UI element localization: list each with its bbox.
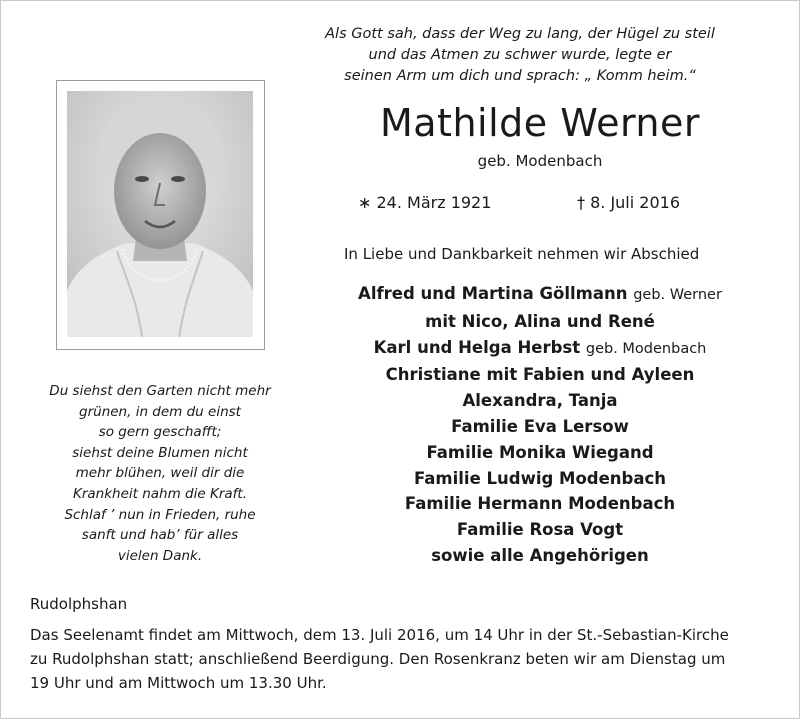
mourner-note: geb. Modenbach — [585, 340, 707, 357]
mourner-line — [320, 466, 760, 492]
mourner-name: sowie alle Angehörigen — [431, 545, 649, 565]
mourner-name: mit Nico, Alina und René — [425, 311, 655, 331]
mourner-line — [320, 491, 760, 517]
notice-line: Das Seelenamt findet am Mittwoch, dem 13. Juli 2016, um 14 Uhr in der St.-Sebastian-Kirche — [30, 626, 729, 644]
poem-line: Schlaf ’ nun in Frieden, ruhe — [64, 506, 256, 523]
maiden-name: geb. Modenbach — [477, 152, 603, 170]
farewell-text: In Liebe und Dankbarkeit nehmen wir Abschied — [344, 245, 700, 263]
mourner-name: Familie Ludwig Modenbach — [413, 468, 667, 488]
mourner-name: Familie Hermann Modenbach — [404, 494, 676, 514]
poem-line: vielen Dank. — [117, 547, 203, 564]
poem-line: Du siehst den Garten nicht mehr — [49, 383, 271, 399]
portrait-illustration — [67, 91, 253, 337]
death-date: † 8. Juli 2016 — [577, 193, 680, 212]
mourner-name: Karl und Helga Herbst — [373, 337, 581, 357]
poem-line: so gern geschafft; — [98, 424, 222, 441]
notice-line: zu Rudolphshan statt; anschließend Beerdigung. Den Rosenkranz beten wir am Dienstag um — [30, 650, 726, 668]
mourner-line — [320, 388, 760, 414]
mourner-line — [320, 543, 760, 569]
mourner-name: Familie Eva Lersow — [451, 416, 629, 436]
poem-line: mehr blühen, weil dir die — [75, 465, 245, 482]
top-quote — [300, 24, 740, 87]
mourner-name: Alexandra, Tanja — [462, 391, 618, 411]
portrait-photo — [67, 91, 253, 337]
portrait-frame — [56, 80, 265, 350]
mourner-line — [320, 309, 760, 335]
mourner-name: Familie Rosa Vogt — [456, 520, 624, 540]
top-quote-line: Als Gott sah, dass der Weg zu lang, der Hügel zu steil — [325, 26, 715, 42]
mourner-name: Christiane mit Fabien und Ayleen — [385, 365, 695, 385]
mourner-line — [320, 414, 760, 440]
side-poem — [20, 381, 300, 566]
mourner-name: Alfred und Martina Göllmann — [358, 284, 628, 303]
place-name: Rudolphshan — [30, 595, 128, 613]
top-quote-line: und das Atmen zu schwer wurde, legte er — [368, 47, 672, 63]
mourners-list — [320, 281, 760, 569]
top-quote-line: seinen Arm um dich und sprach: „ Komm heim.“ — [344, 68, 696, 84]
mourner-line — [320, 362, 760, 388]
mourner-line — [320, 517, 760, 543]
notice-line: 19 Uhr und am Mittwoch um 13.30 Uhr. — [30, 674, 327, 692]
mourner-line — [320, 281, 760, 309]
mourner-line — [320, 440, 760, 466]
poem-line: sanft und hab’ für alles — [81, 527, 239, 544]
poem-line: siehst deine Blumen nicht — [72, 444, 248, 461]
birth-date: ∗ 24. März 1921 — [358, 193, 492, 212]
mourner-note: geb. Werner — [633, 287, 722, 303]
mourner-line — [320, 335, 760, 363]
poem-line: grünen, in dem du einst — [79, 403, 241, 420]
service-notice — [30, 623, 780, 695]
mourner-name: Familie Monika Wiegand — [426, 442, 654, 462]
poem-line: Krankheit nahm die Kraft. — [72, 485, 247, 502]
deceased-name: Mathilde Werner — [379, 101, 701, 145]
